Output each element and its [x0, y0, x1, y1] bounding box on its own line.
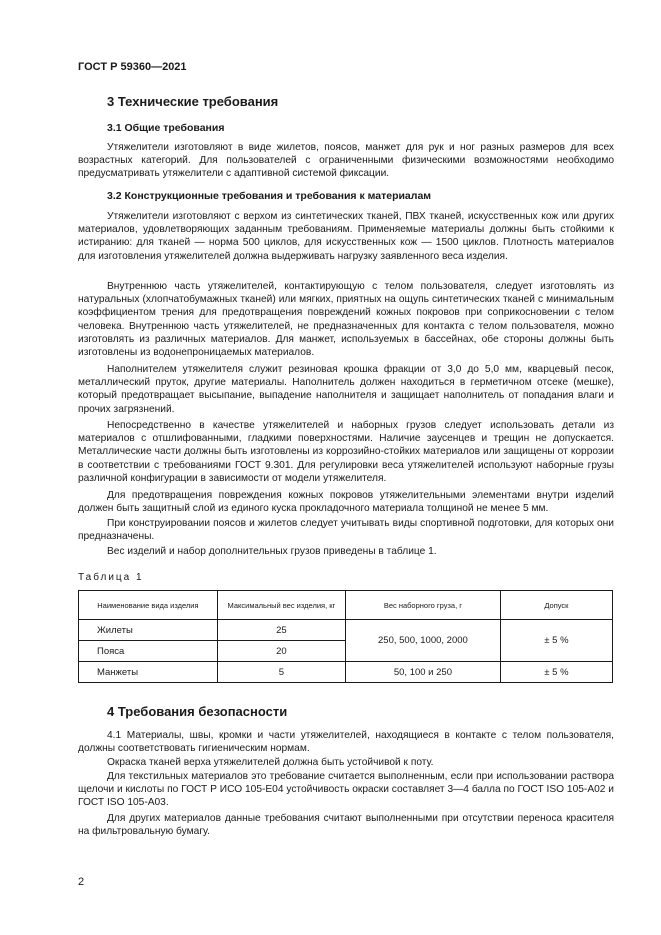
paragraph: Окраска тканей верха утяжелителей должна быть устойчивой к поту. — [107, 757, 434, 768]
table-cell: Пояса — [79, 641, 218, 662]
table-cell: 5 — [217, 662, 345, 683]
table-header-cell: Наименование вида изделия — [79, 591, 218, 620]
table-cell: ± 5 % — [500, 620, 612, 662]
table-row — [79, 620, 613, 641]
paragraph: Внутреннюю часть утяжелителей, контактирующую с телом пользователя, следует изготовлять из натуральных (хлопчатобумажных тканей) или мягких, приятных на ощупь синтетических тканей с минимальным коэффициентом трения для предотвращения повреждений кожных покровов при соприкосновении с телом человека. Внутреннюю часть утяжелителей, не предназначенных для контакта с телом пользователя, можно изготовлять из различных материалов. Для манжет, используемых в бассейнах, обе стороны должны быть изготовлены из водонепроницаемых материалов. — [78, 281, 614, 359]
paragraph: Утяжелители изготовляют с верхом из синтетических тканей, ПВХ тканей, искусственных кож или других материалов, удовлетворяющих заданным требованиям. Применяемые материалы должны быть стойкими к истиранию: для тканей — норма 500 циклов, для искусственных кож — 1500 циклов. Плотность материалов для изготовления утяжелителей должна выдерживать нагрузку заявленного веса изделия. — [78, 211, 614, 262]
table-cell: 50, 100 и 250 — [345, 662, 500, 683]
table-header-cell: Максимальный вес изделия, кг — [217, 591, 345, 620]
paragraph: Для текстильных материалов это требование считается выполненным, если при использовании раствора щелочи и кислоты по ГОСТ Р ИСО 105-Е04 устойчивость окраски составляет 3—4 балла по ГОСТ ISO 105-A02 и ГОСТ ISO 105-A03. — [78, 771, 614, 809]
paragraph: Вес изделий и набор дополнительных грузов приведены в таблице 1. — [107, 546, 437, 557]
paragraph: Непосредственно в качестве утяжелителей и наборных грузов следует использовать детали из материалов с отшлифованными, гладкими поверхностями. Наличие заусенцев и трещин не допускается. Металлические части должны быть изготовлены из коррозийно-стойких материалов или защищены от коррозии в соответствии с требованиями ГОСТ 9.301. Для регулировки веса утяжелителей используют наборные грузы различной конфигурации в зависимости от модели утяжелителя. — [78, 420, 614, 484]
section-3-title: 3 Технические требования — [107, 94, 279, 109]
paragraph: Утяжелители изготовляют в виде жилетов, поясов, манжет для рук и ног разных размеров для всех возрастных категорий. Для пользователей с ограниченными физическими возможностями необходимо предусматривать утяжелители с адаптивной системой фиксации. — [78, 142, 614, 180]
table-cell: Манжеты — [79, 662, 218, 683]
table-header-row — [79, 591, 613, 620]
weights-table — [78, 590, 613, 683]
section-4-title: 4 Требования безопасности — [107, 704, 288, 719]
table-caption: Таблица 1 — [78, 572, 144, 583]
table-header-cell: Допуск — [500, 591, 612, 620]
table-row — [79, 662, 613, 683]
table-cell: 250, 500, 1000, 2000 — [345, 620, 500, 662]
page-number: 2 — [78, 876, 85, 888]
paragraph: Для предотвращения повреждения кожных покровов утяжелительными элементами внутри изделий должен быть защитный слой из единого куска прокладочного материала толщиной не менее 5 мм. — [78, 490, 614, 515]
paragraph: 4.1 Материалы, швы, кромки и части утяжелителей, находящиеся в контакте с телом пользователя, должны соответствовать гигиеническим нормам. — [78, 730, 614, 755]
table-cell: 20 — [217, 641, 345, 662]
subsection-3-1-title: 3.1 Общие требования — [107, 122, 225, 134]
subsection-3-2-title: 3.2 Конструкционные требования и требования к материалам — [107, 190, 432, 202]
paragraph: Наполнителем утяжелителя служит резиновая крошка фракции от 3,0 до 5,0 мм, кварцевый песок, металлический пруток, другие материалы. Наполнитель должен находиться в герметичном отсеке (мешке), который предотвращает высыпание, выпадение наполнителя и защищает наполнитель от попадания влаги и прочих загрязнений. — [78, 364, 614, 415]
table-cell: Жилеты — [79, 620, 218, 641]
paragraph: Для других материалов данные требования считают выполненными при отсутствии переноса красителя на фильтровальную бумагу. — [78, 813, 614, 838]
table-cell: ± 5 % — [500, 662, 612, 683]
paragraph: При конструировании поясов и жилетов следует учитывать виды спортивной подготовки, для которых они предназначены. — [78, 518, 614, 543]
standard-header: ГОСТ Р 59360—2021 — [78, 61, 187, 73]
table-header-cell: Вес наборного груза, г — [345, 591, 500, 620]
table-cell: 25 — [217, 620, 345, 641]
